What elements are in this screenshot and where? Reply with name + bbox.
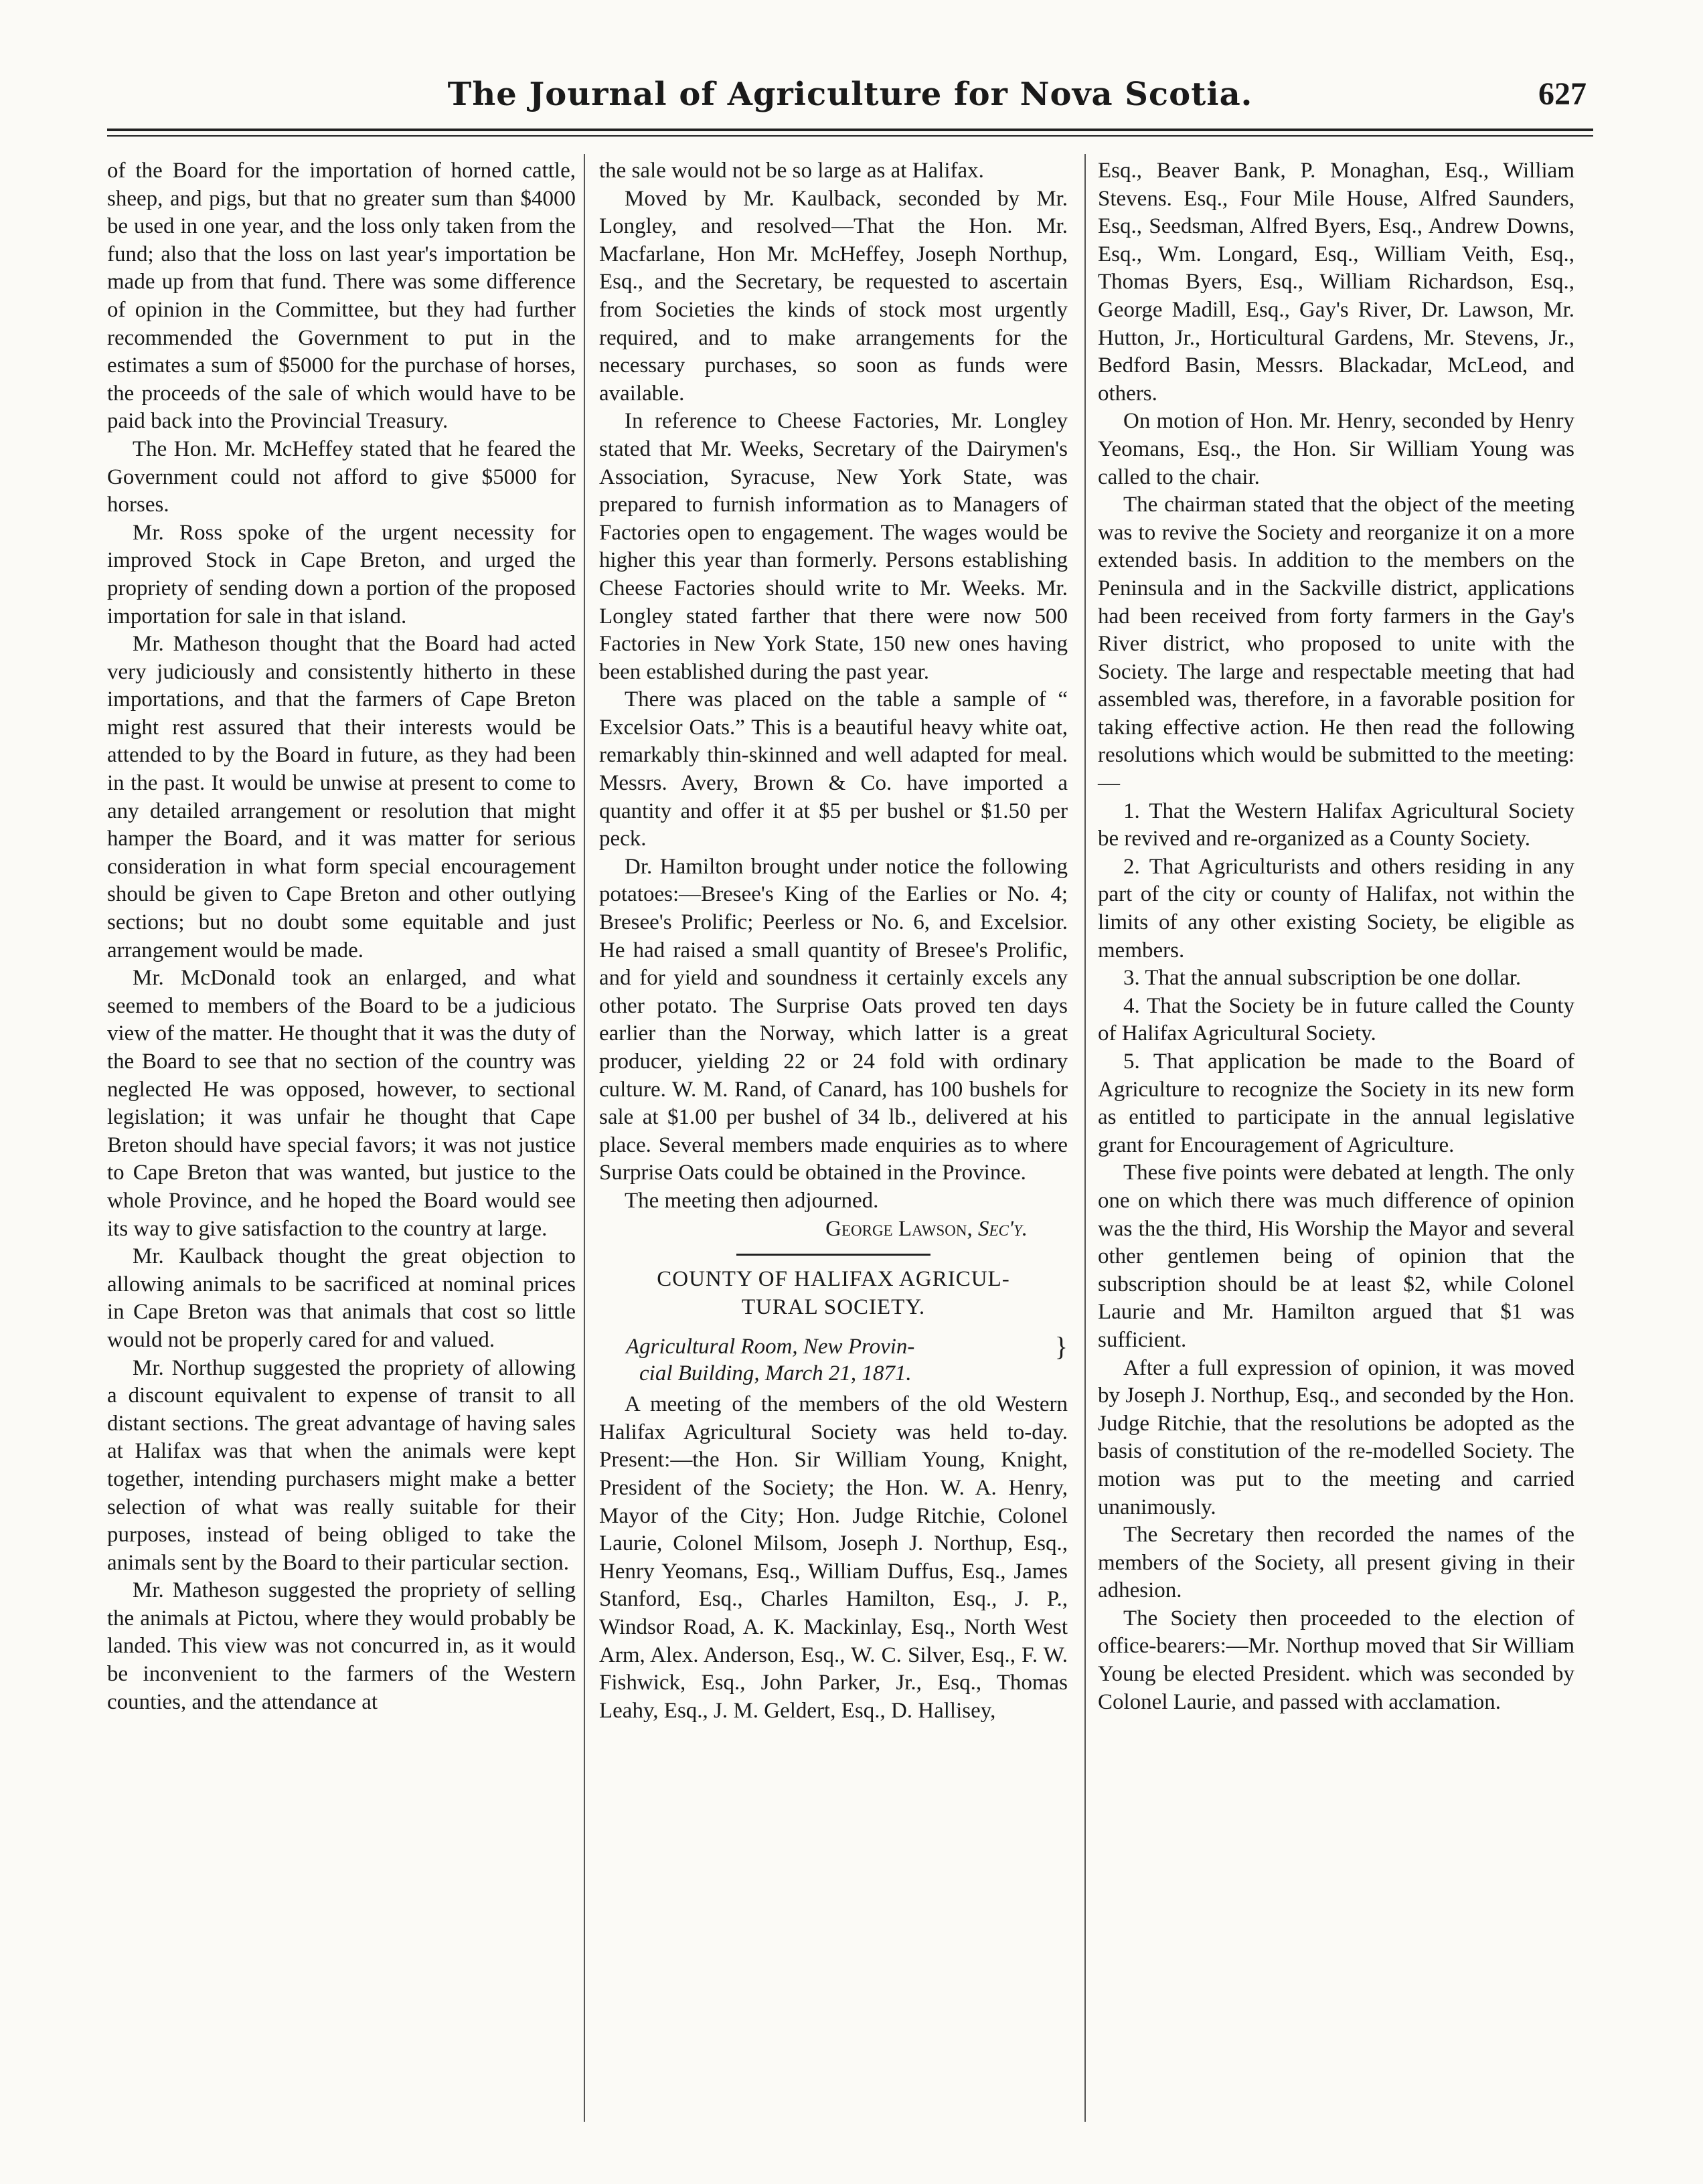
- paragraph: A meeting of the members of the old Western Halifax Agricultural Society was held to-day. Present:—the Hon. Sir William Young, Knight, President of the Society; the Hon. W. A. Henry, Mayor of the City; Hon. Judge Ritchie, Colonel Laurie, Colonel Milsom, Joseph J. Northup, Esq., Henry Yeomans, Esq., William Duffus, Esq., James Stanford, Esq., Charles Hamilton, Esq., J. P., Windsor Road, A. K. Mackinlay, Esq., North West Arm, Alex. Anderson, Esq., W. C. Silver, Esq., F. W. Fishwick, Esq., John Parker, Jr., Esq., Thomas Leahy, Esq., J. M. Geldert, Esq., D. Hallisey,: [599, 1392, 1068, 1723]
- column-divider: [584, 154, 585, 2122]
- paragraph: After a full expression of opinion, it was moved by Joseph J. Northup, Esq., and seconded by the Hon. Judge Ritchie, that the resolutions be adopted as the basis of constitution of the re-modelled Society. The motion was put to the meeting and carried unanimously.: [1098, 1355, 1574, 1519]
- resolution: 1. That the Western Halifax Agricultural Society be revived and re-organized as a County Society.: [1098, 799, 1574, 851]
- page-number: 627: [1538, 76, 1587, 112]
- brace-mark: }: [1054, 1331, 1068, 1362]
- paragraph: Moved by Mr. Kaulback, seconded by Mr. Longley, and resolved—That the Hon. Mr. Macfarlane, Hon Mr. McHeffey, Joseph Northup, Esq., and the Secretary, be requested to ascertain from Societies the kinds of stock most urgently required, and to make arrangements for the necessary purchases, so soon as funds were available.: [599, 186, 1068, 406]
- paragraph: Mr. McDonald took an enlarged, and what seemed to members of the Board to be a judicious view of the matter. He thought that it was the duty of the Board to see that no section of the country was neglected He was opposed, however, to sectional legislation; it was unfair he thought that Cape Breton should have special favors; it was not justice to Cape Breton that was wanted, but justice to the whole Province, and he hoped the Board would see its way to give satisfaction to the country at large.: [107, 966, 576, 1241]
- paragraph: On motion of Hon. Mr. Henry, seconded by Henry Yeomans, Esq., the Hon. Sir William Young was called to the chair.: [1098, 409, 1574, 489]
- column-3: [1098, 157, 1574, 1716]
- resolution: 2. That Agriculturists and others residing in any part of the city or county of Halifax, not within the limits of any other existing Society, be eligible as members.: [1098, 854, 1574, 962]
- paragraph: Esq., Beaver Bank, P. Monaghan, Esq., William Stevens. Esq., Four Mile House, Alfred Saunders, Esq., Seedsman, Alfred Byers, Esq., Andrew Downs, Esq., Wm. Longard, Esq., William Veith, Esq., Thomas Byers, Esq., William Richardson, Esq., George Madill, Esq., Gay's River, Dr. Lawson, Mr. Hutton, Jr., Horticultural Gardens, Mr. Stevens, Jr., Bedford Basin, Messrs. Blackadar, McLeod, and others.: [1098, 159, 1574, 406]
- paragraph: Mr. Matheson suggested the propriety of selling the animals at Pictou, where they would probably be landed. This view was not concurred in, as it would be inconvenient to the farmers of the Western counties, and the attendance at: [107, 1578, 576, 1714]
- dateline: [599, 1333, 1068, 1387]
- paragraph: These five points were debated at length. The only one on which there was much difference of opinion was the the third, His Worship the Mayor and several other gentlemen being of opinion that the subscription should be at least $2, while Colonel Laurie and Mr. Hamilton argued that $1 was sufficient.: [1098, 1161, 1574, 1352]
- column-2: [599, 157, 1068, 1725]
- signature: [599, 1215, 1068, 1244]
- paragraph: Mr. Kaulback thought the great objection to allowing animals to be sacrificed at nominal prices in Cape Breton was that animals that cost so little would not be properly cared for and valued.: [107, 1244, 576, 1352]
- paragraph: The meeting then adjourned.: [625, 1188, 879, 1213]
- paragraph: Mr. Matheson thought that the Board had acted very judiciously and consistently hitherto in these importations, and that the farmers of Cape Breton might rest assured that their interests would be attended to by the Board in future, as they had been in the past. It would be unwise at present to come to any detailed arrangement or resolution that might hamper the Board, and it was matter for serious consideration in what form special encouragement should be given to Cape Breton and other outlying sections; but no doubt some equitable and just arrangement would be made.: [107, 632, 576, 962]
- resolution: 5. That application be made to the Board of Agriculture to recognize the Society in its new form as entitled to participate in the annual legislative grant for Encouragement of Agriculture.: [1098, 1049, 1574, 1157]
- section-heading: [599, 1265, 1068, 1321]
- signature-name: George Lawson,: [825, 1216, 973, 1241]
- column-divider: [1084, 154, 1086, 2122]
- paragraph: The Secretary then recorded the names of the members of the Society, all present giving in their adhesion.: [1098, 1523, 1574, 1603]
- dateline-line: cial Building, March 21, 1871.: [639, 1361, 912, 1386]
- paragraph: The Hon. Mr. McHeffey stated that he feared the Government could not afford to give $5000 for horses.: [107, 436, 576, 517]
- page-header: [107, 70, 1593, 131]
- paragraph: the sale would not be so large as at Halifax.: [599, 159, 984, 183]
- header-rule-thin: [107, 135, 1593, 137]
- dateline-line: Agricultural Room, New Provin-: [626, 1335, 915, 1359]
- resolution: 3. That the annual subscription be one dollar.: [1123, 966, 1522, 991]
- paragraph: Mr. Ross spoke of the urgent necessity for improved Stock in Cape Breton, and urged the propriety of sending down a portion of the proposed importation for sale in that island.: [107, 520, 576, 628]
- resolution: 4. That the Society be in future called the County of Halifax Agricultural Society.: [1098, 993, 1574, 1046]
- section-heading-line: TURAL SOCIETY.: [741, 1295, 926, 1320]
- section-heading-line: COUNTY OF HALIFAX AGRICUL-: [657, 1267, 1010, 1292]
- paragraph: The Society then proceeded to the election of office-bearers:—Mr. Northup moved that Sir William Young be elected President. which was seconded by Colonel Laurie, and passed with acclamation.: [1098, 1606, 1574, 1714]
- paragraph: of the Board for the importation of horned cattle, sheep, and pigs, but that no greater sum than $4000 be used in one year, and the loss only taken from the fund; also that the loss on last year's importation be made up from that fund. There was some difference of opinion in the Committee, but they had further recommended the Government to put in the estimates a sum of $5000 for the purchase of horses, the proceeds of the sale of which would have to be paid back into the Provincial Treasury.: [107, 159, 576, 434]
- paragraph: Mr. Northup suggested the propriety of allowing a discount equivalent to expense of transit to all distant sections. The great advantage of having sales at Halifax was that when the animals were kept together, intending purchasers might make a better selection of what was really suitable for their purposes, instead of being obliged to take the animals sent by the Board to their particular section.: [107, 1355, 576, 1575]
- journal-title: The Journal of Agriculture for Nova Scotia.: [447, 76, 1253, 113]
- header-rule-thick: [107, 129, 1593, 131]
- paragraph: There was placed on the table a sample of “ Excelsior Oats.” This is a beautiful heavy white oat, remarkably thin-skinned and well adapted for meal. Messrs. Avery, Brown & Co. have imported a quantity and offer it at $5 per bushel or $1.50 per peck.: [599, 687, 1068, 851]
- paragraph: Dr. Hamilton brought under notice the following potatoes:—Bresee's King of the Earlies or No. 4; Bresee's Prolific; Peerless or No. 6, and Excelsior. He had raised a small quantity of Bresee's Prolific, and for yield and soundness it certainly excels any other potato. The Surprise Oats proved ten days earlier than the Norway, which latter is a great producer, yielding 22 or 24 fold with ordinary culture. W. M. Rand, of Canard, has 100 bushels for sale at $1.00 per bushel of 34 lb., delivered at his place. Several members made enquiries as to where Surprise Oats could be obtained in the Province.: [599, 854, 1068, 1185]
- signature-title: Sec'y.: [978, 1216, 1028, 1241]
- paragraph: The chairman stated that the object of the meeting was to revive the Society and reorganize it on a more extended basis. In addition to the members on the Peninsula and in the Sackville district, applications had been received from forty farmers in the Gay's River district, who proposed to unite with the Society. The large and respectable meeting that had assembled was, therefore, in a favorable position for taking effective action. He then read the following resolutions which would be submitted to the meeting:—: [1098, 493, 1574, 796]
- paragraph: In reference to Cheese Factories, Mr. Longley stated that Mr. Weeks, Secretary of the Dairymen's Association, Syracuse, New York State, was prepared to furnish information as to Managers of Factories open to engagement. The wages would be higher this year than formerly. Persons establishing Cheese Factories should write to Mr. Weeks. Mr. Longley stated farther that there were now 500 Factories in New York State, 150 new ones having been established during the past year.: [599, 409, 1068, 684]
- column-1: [107, 157, 576, 1716]
- section-rule: [736, 1254, 930, 1256]
